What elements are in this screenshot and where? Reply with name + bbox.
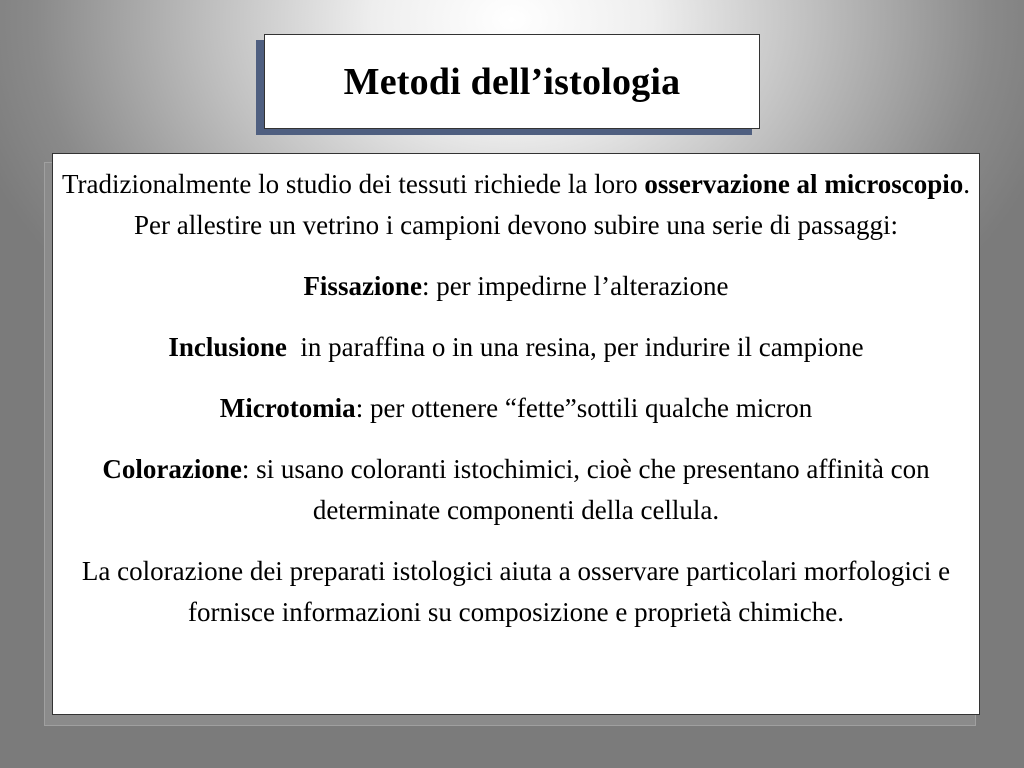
step-description: in paraffina o in una resina, per indurire il campione bbox=[286, 332, 864, 362]
slide-title: Metodi dell’istologia bbox=[343, 60, 681, 103]
intro-text-start: Tradizionalmente lo studio dei tessuti richiede la loro bbox=[61, 169, 645, 199]
step-term: Colorazione bbox=[102, 454, 242, 484]
step-microtomia bbox=[61, 388, 971, 429]
step-description: : per ottenere “fette”sottili qualche micron bbox=[355, 393, 813, 423]
step-term: Microtomia bbox=[219, 393, 356, 423]
conclusion-paragraph: La colorazione dei preparati istologici aiuta a osservare particolari morfologici e fornisce informazioni su composizione e proprietà chimiche. bbox=[81, 556, 951, 627]
intro-text-end: . Per allestire un vetrino i campioni devono subire una serie di passaggi: bbox=[133, 169, 971, 240]
step-colorazione bbox=[61, 449, 971, 531]
content-box bbox=[52, 153, 980, 715]
title-box bbox=[264, 34, 760, 129]
step-inclusione bbox=[61, 327, 971, 368]
step-description: : per impedirne l’alterazione bbox=[421, 271, 729, 301]
step-description: : si usano coloranti istochimici, cioè che presentano affinità con determinate componenti della cellula. bbox=[241, 454, 930, 525]
step-term: Fissazione bbox=[303, 271, 422, 301]
step-fissazione bbox=[61, 266, 971, 307]
step-term: Inclusione bbox=[168, 332, 287, 362]
intro-paragraph bbox=[61, 164, 971, 246]
intro-emphasis: osservazione al microscopio bbox=[644, 169, 964, 199]
